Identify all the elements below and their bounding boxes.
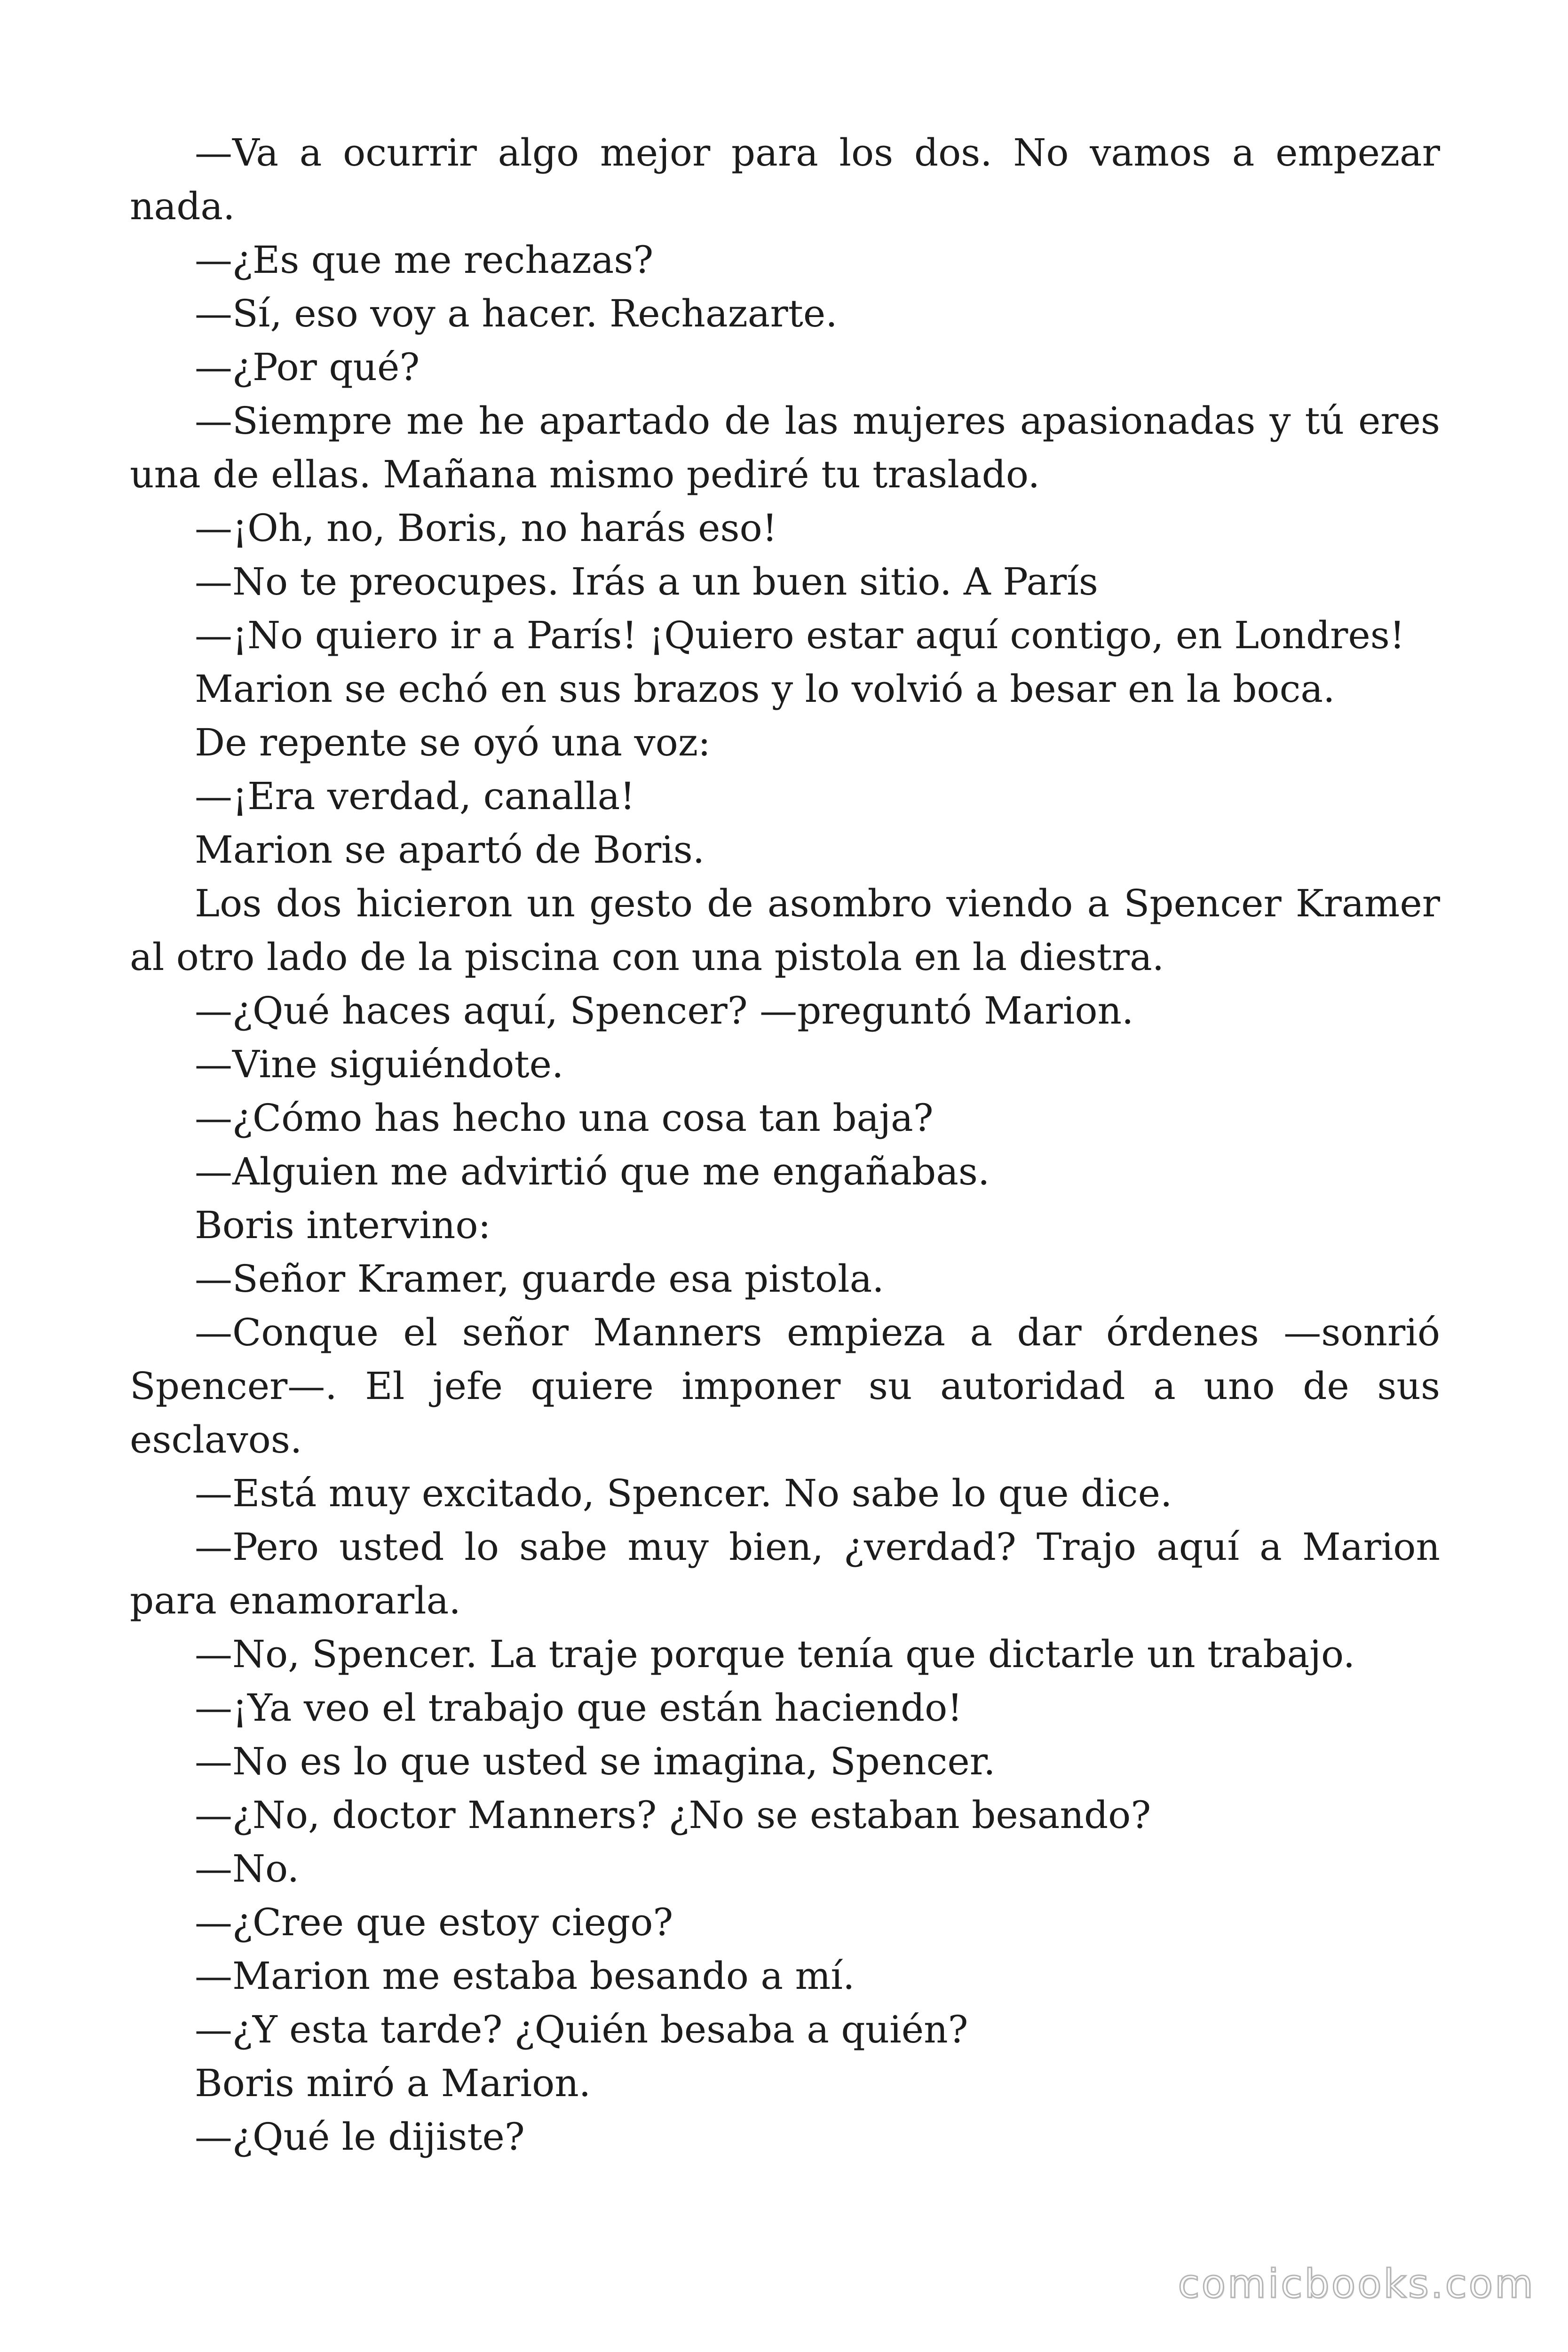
paragraph: —¡Ya veo el trabajo que están haciendo!: [195, 1686, 963, 1730]
page-text: [130, 126, 1440, 2164]
paragraph: —¿Es que me rechazas?: [195, 238, 654, 282]
paragraph: —¿Por qué?: [195, 345, 420, 389]
paragraph: —No.: [195, 1847, 300, 1891]
paragraph: De repente se oyó una voz:: [195, 721, 711, 764]
paragraph: —Conque el señor Manners empieza a dar órdenes —sonrió Spencer—. El jefe quiere imponer su autoridad a uno de sus esclavos.: [130, 1311, 1440, 1462]
paragraph: Boris miró a Marion.: [195, 2061, 591, 2105]
paragraph: —Siempre me he apartado de las mujeres apasionadas y tú eres una de ellas. Mañana mismo pediré tu traslado.: [130, 399, 1440, 496]
paragraph: —Va a ocurrir algo mejor para los dos. No vamos a empezar nada.: [130, 131, 1440, 228]
paragraph: —Alguien me advirtió que me engañabas.: [195, 1150, 990, 1193]
paragraph: Los dos hicieron un gesto de asombro viendo a Spencer Kramer al otro lado de la piscina con una pistola en la diestra.: [130, 882, 1440, 979]
paragraph: —¡No quiero ir a París! ¡Quiero estar aquí contigo, en Londres!: [195, 613, 1405, 657]
paragraph: —Sí, eso voy a hacer. Rechazarte.: [195, 292, 838, 335]
paragraph: —¿Qué le dijiste?: [195, 2115, 525, 2159]
paragraph: —Vine siguiéndote.: [195, 1042, 564, 1086]
paragraph: —No, Spencer. La traje porque tenía que dictarle un trabajo.: [195, 1632, 1355, 1676]
paragraph: —Señor Kramer, guarde esa pistola.: [195, 1257, 884, 1301]
paragraph: —¿Y esta tarde? ¿Quién besaba a quién?: [195, 2008, 968, 2051]
watermark: comicbooks.com: [1178, 2261, 1535, 2307]
paragraph: —¿Qué haces aquí, Spencer? —preguntó Marion.: [195, 989, 1134, 1033]
paragraph: Marion se apartó de Boris.: [195, 828, 705, 872]
paragraph: —Está muy excitado, Spencer. No sabe lo que dice.: [195, 1471, 1172, 1515]
paragraph: —¿No, doctor Manners? ¿No se estaban besando?: [195, 1793, 1151, 1837]
paragraph: Boris intervino:: [195, 1203, 491, 1247]
paragraph: —No te preocupes. Irás a un buen sitio. A París: [195, 560, 1098, 604]
paragraph: —¿Cree que estoy ciego?: [195, 1900, 673, 1944]
paragraph: —¡Era verdad, canalla!: [195, 774, 635, 818]
paragraph: —¿Cómo has hecho una cosa tan baja?: [195, 1096, 934, 1140]
paragraph: —Marion me estaba besando a mí.: [195, 1954, 855, 1998]
paragraph: —¡Oh, no, Boris, no harás eso!: [195, 506, 777, 550]
paragraph: —Pero usted lo sabe muy bien, ¿verdad? Trajo aquí a Marion para enamorarla.: [130, 1525, 1440, 1622]
paragraph: —No es lo que usted se imagina, Spencer.: [195, 1740, 996, 1783]
paragraph: Marion se echó en sus brazos y lo volvió a besar en la boca.: [195, 667, 1335, 711]
